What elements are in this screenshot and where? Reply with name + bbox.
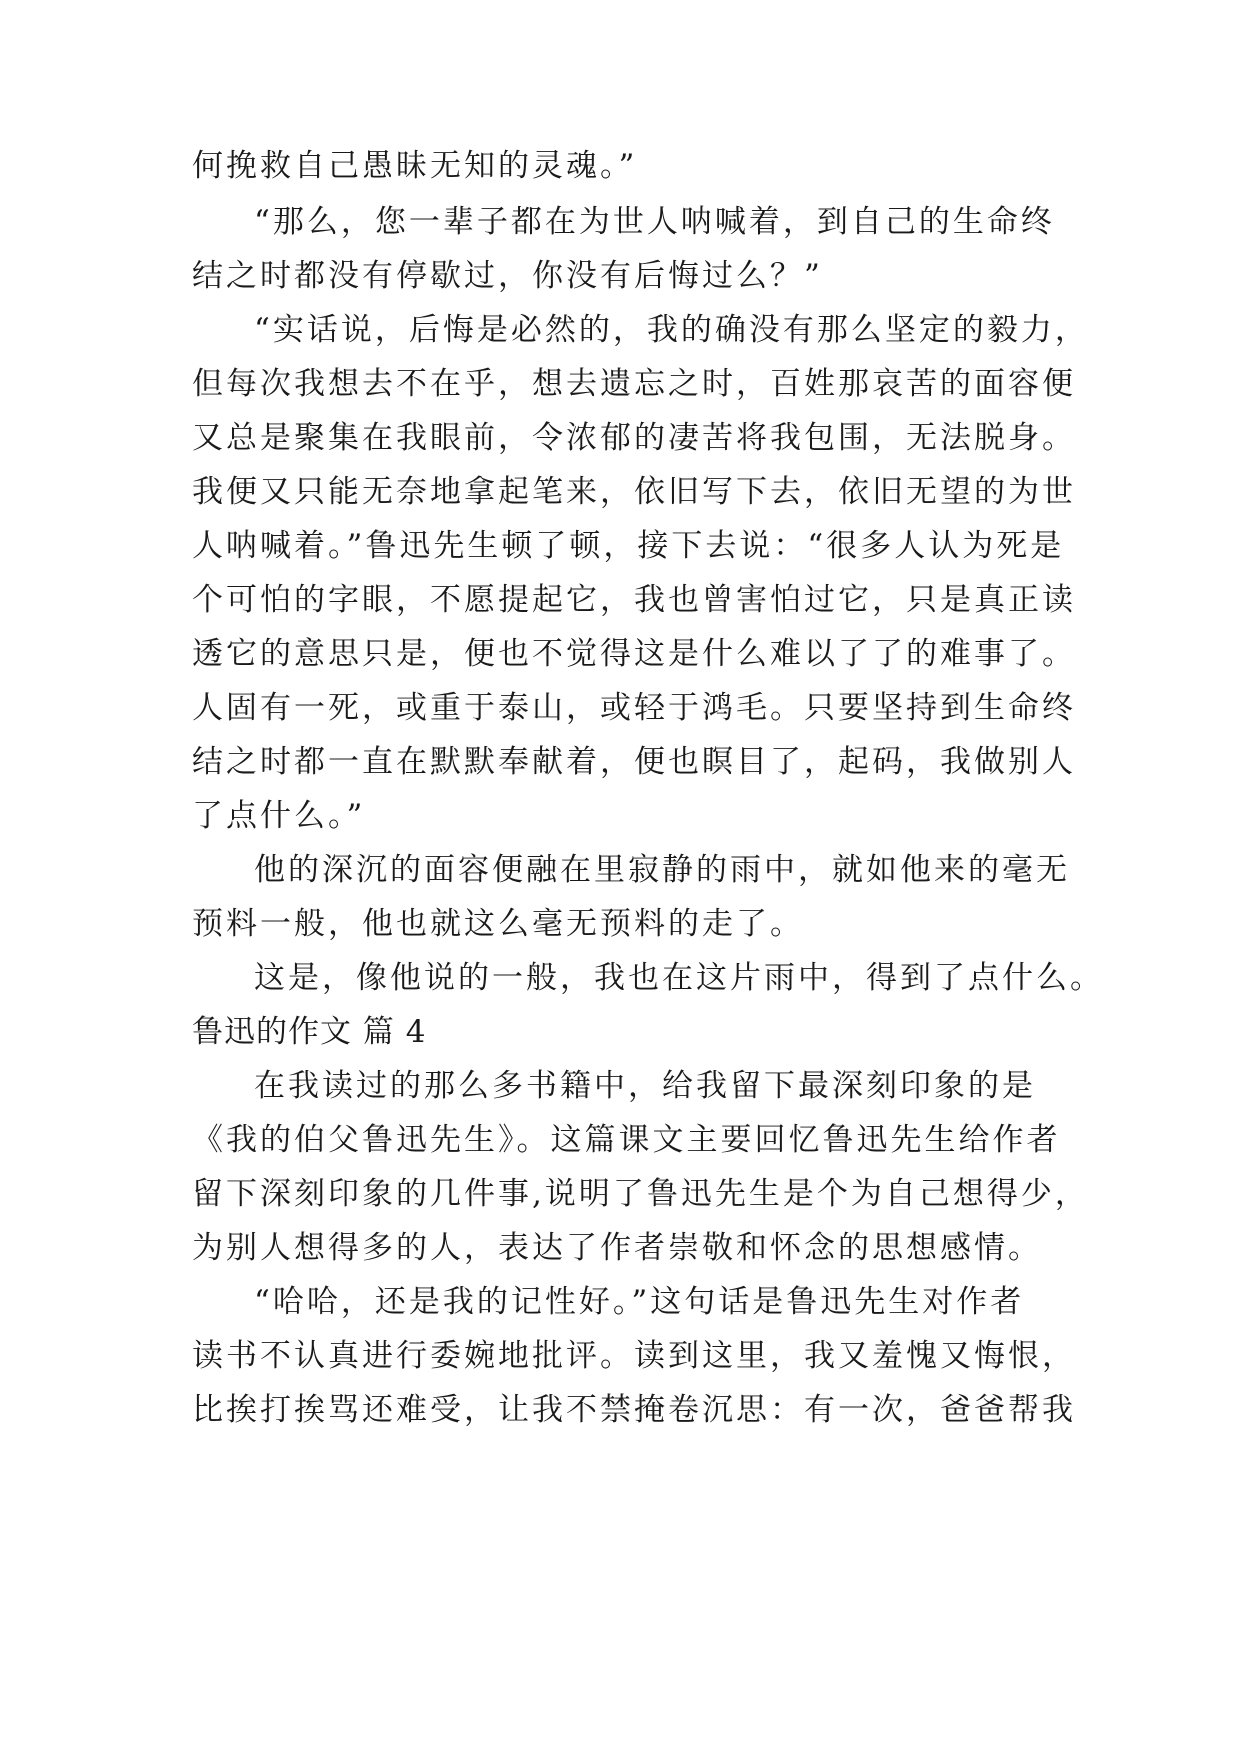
text-line: 为别人想得多的人，表达了作者崇敬和怀念的思想感情。 [192, 1230, 1042, 1266]
text-line: 这是，像他说的一般，我也在这片雨中，得到了点什么。 [254, 960, 1104, 996]
text-line: 了点什么。” [192, 798, 366, 834]
text-line: 他的深沉的面容便融在里寂静的雨中，就如他来的毫无 [254, 852, 1070, 888]
text-line: 人固有一死，或重于泰山，或轻于鸿毛。只要坚持到生命终 [192, 690, 1076, 726]
text-line: “实话说，后悔是必然的，我的确没有那么坚定的毅力， [254, 312, 1089, 348]
text-line: 留下深刻印象的几件事,说明了鲁迅先生是个为自己想得少， [192, 1176, 1089, 1212]
text-line: 在我读过的那么多书籍中，给我留下最深刻印象的是 [254, 1068, 1036, 1104]
text-line: 何挽救自己愚昧无知的灵魂。” [192, 148, 638, 184]
text-line: 比挨打挨骂还难受，让我不禁掩卷沉思：有一次，爸爸帮我 [192, 1392, 1076, 1428]
text-line: 结之时都没有停歇过，你没有后悔过么？” [192, 258, 823, 294]
text-line: 透它的意思只是，便也不觉得这是什么难以了了的难事了。 [192, 636, 1076, 672]
text-line: 人呐喊着。”鲁迅先生顿了顿，接下去说：“很多人认为死是 [192, 528, 1065, 564]
text-line: 结之时都一直在默默奉献着，便也瞑目了，起码，我做别人 [192, 744, 1076, 780]
section-heading: 鲁迅的作文 篇 4 [192, 1014, 427, 1050]
text-line: 又总是聚集在我眼前，令浓郁的凄苦将我包围，无法脱身。 [192, 420, 1076, 456]
text-line: 预料一般，他也就这么毫无预料的走了。 [192, 906, 804, 942]
text-line: 我便又只能无奈地拿起笔来，依旧写下去，依旧无望的为世 [192, 474, 1076, 510]
text-line: 但每次我想去不在乎，想去遗忘之时，百姓那哀苦的面容便 [192, 366, 1076, 402]
text-line: 《我的伯父鲁迅先生》。这篇课文主要回忆鲁迅先生给作者 [192, 1122, 1061, 1158]
text-line: 读书不认真进行委婉地批评。读到这里，我又羞愧又悔恨， [192, 1338, 1076, 1374]
text-line: 个可怕的字眼，不愿提起它，我也曾害怕过它，只是真正读 [192, 582, 1076, 618]
text-line: “那么，您一辈子都在为世人呐喊着，到自己的生命终 [254, 204, 1055, 240]
text-line: “哈哈，还是我的记性好。”这句话是鲁迅先生对作者 [254, 1284, 1025, 1320]
